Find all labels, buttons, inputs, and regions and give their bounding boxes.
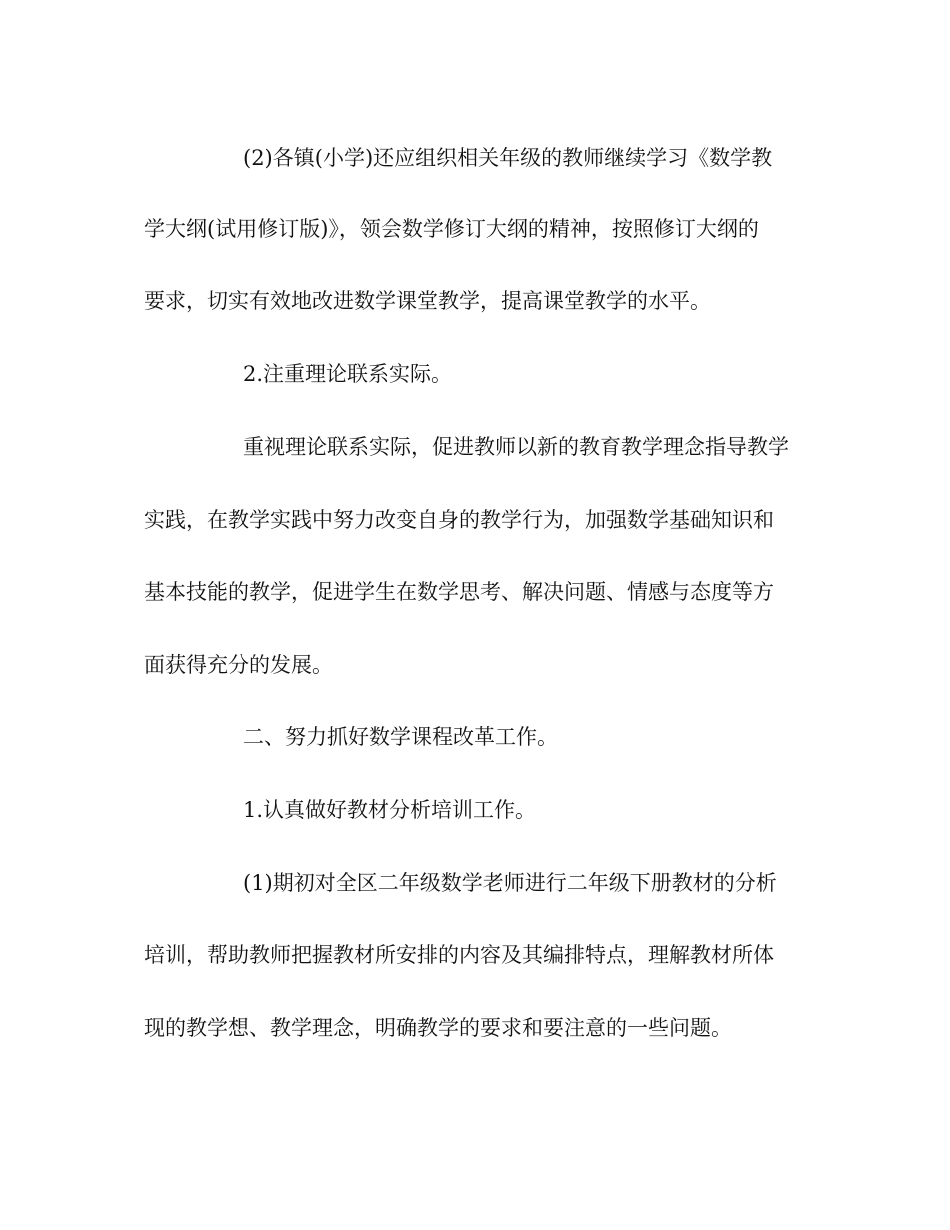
paragraph-line: (1)期初对全区二年级数学老师进行二年级下册教材的分析 <box>243 871 777 895</box>
paragraph-line: 学大纲(试用修订版)》，领会数学修订大纲的精神，按照修订大纲的 <box>144 217 759 241</box>
section-heading: 二、努力抓好数学课程改革工作。 <box>243 725 558 749</box>
paragraph-line: 基本技能的教学，促进学生在数学思考、解决问题、情感与态度等方 <box>144 580 774 604</box>
paragraph-line: 面获得充分的发展。 <box>144 653 333 677</box>
section-heading: 1.认真做好教材分析培训工作。 <box>243 798 537 822</box>
paragraph-line: 实践，在教学实践中努力改变自身的教学行为，加强数学基础知识和 <box>144 508 774 532</box>
paragraph-line: (2)各镇(小学)还应组织相关年级的教师继续学习《数学教 <box>243 146 773 170</box>
section-heading: 2.注重理论联系实际。 <box>243 362 453 386</box>
paragraph-line: 重视理论联系实际，促进教师以新的教育教学理念指导教学 <box>243 435 789 459</box>
paragraph-line: 培训，帮助教师把握教材所安排的内容及其编排特点，理解教材所体 <box>144 943 774 967</box>
paragraph-line: 现的教学想、教学理念，明确教学的要求和要注意的一些问题。 <box>144 1016 732 1040</box>
paragraph-line: 要求，切实有效地改进数学课堂教学，提高课堂教学的水平。 <box>144 289 711 313</box>
